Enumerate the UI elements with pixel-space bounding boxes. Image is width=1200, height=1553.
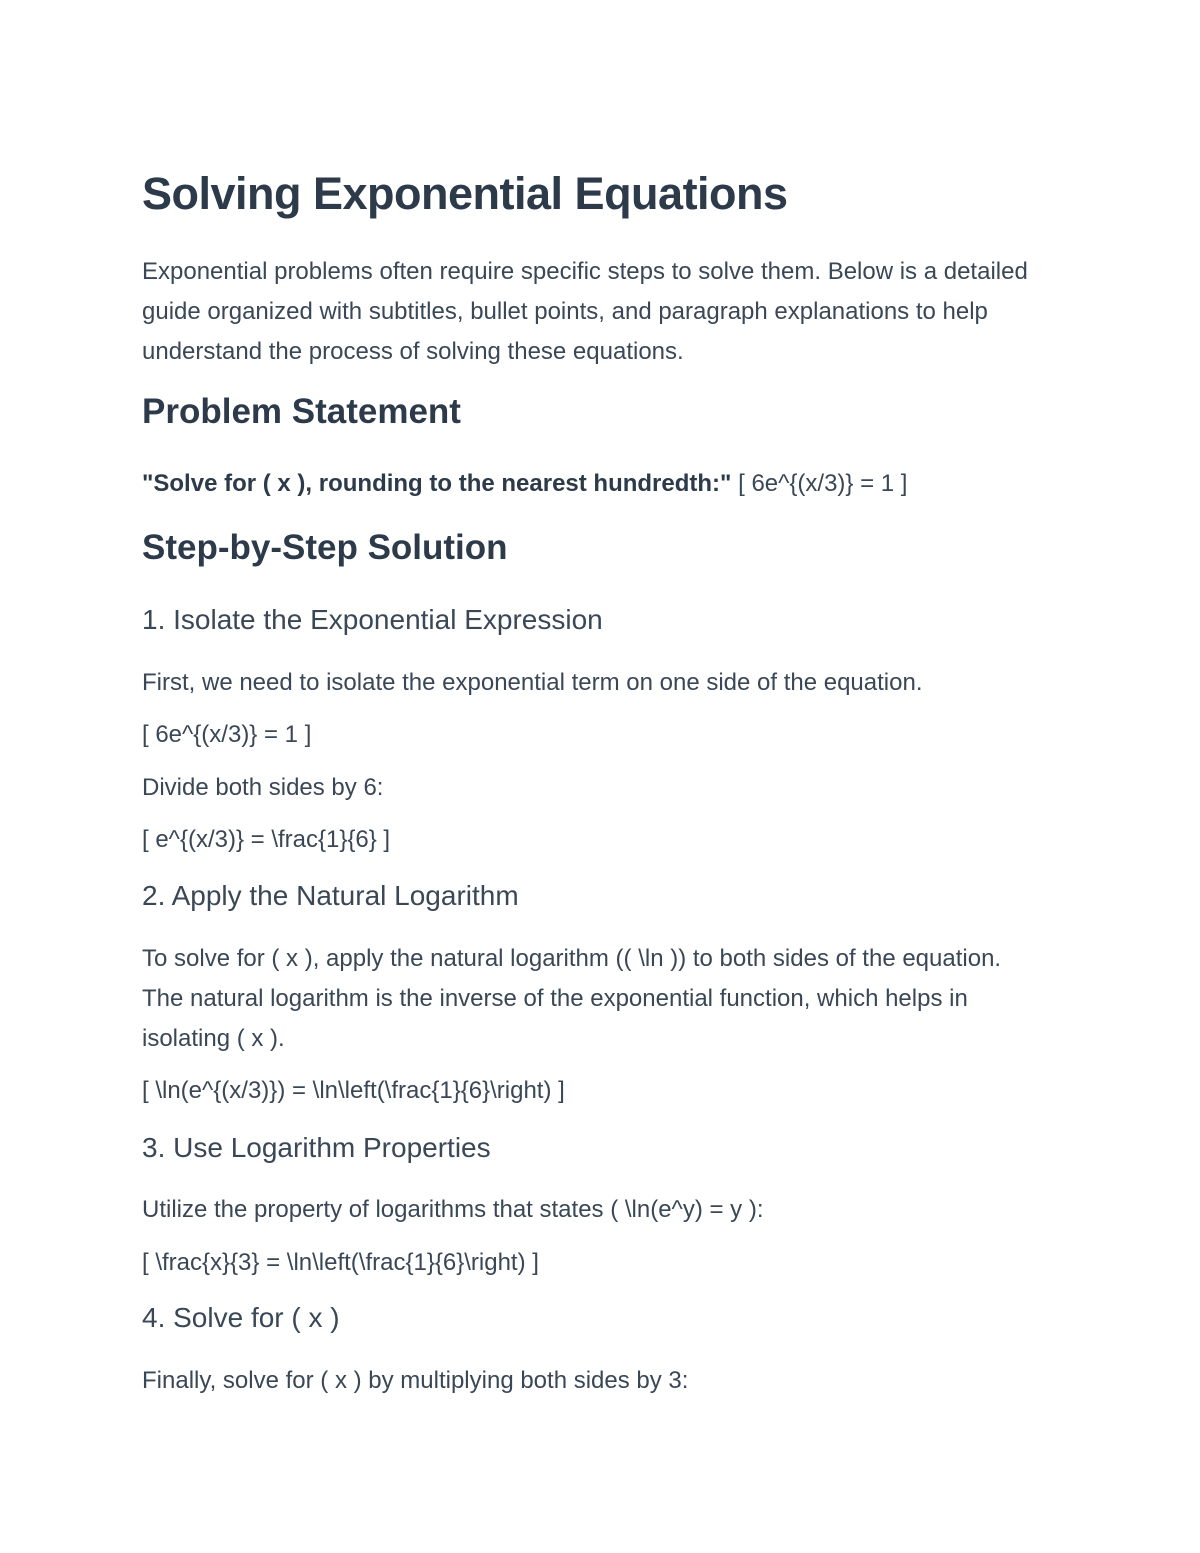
- step2-heading: 2. Apply the Natural Logarithm: [142, 880, 519, 911]
- problem-statement-text: [142, 464, 907, 504]
- step3-heading: 3. Use Logarithm Properties: [142, 1132, 491, 1163]
- step4-text: Finally, solve for ( x ) by multiplying both sides by 3:: [142, 1367, 689, 1394]
- problem-equation: [ 6e^{(x/3)} = 1 ]: [731, 470, 908, 497]
- step1-equation: [ 6e^{(x/3)} = 1 ]: [142, 721, 312, 748]
- step2-equation: [ \ln(e^{(x/3)}) = \ln\left(\frac{1}{6}\right) ]: [142, 1077, 565, 1104]
- step3-equation: [ \frac{x}{3} = \ln\left(\frac{1}{6}\right) ]: [142, 1249, 539, 1276]
- step1-text2: Divide both sides by 6:: [142, 774, 384, 801]
- solution-heading: Step-by-Step Solution: [142, 528, 508, 567]
- problem-statement-heading: Problem Statement: [142, 392, 461, 431]
- step2-text: To solve for ( x ), apply the natural logarithm (( \ln )) to both sides of the equation. The natural logarithm is the inverse of the exponential function, which helps in isolating ( x ).: [142, 945, 1002, 1052]
- page-title: Solving Exponential Equations: [142, 168, 788, 219]
- step1-heading: 1. Isolate the Exponential Expression: [142, 604, 603, 635]
- step4-heading: 4. Solve for ( x ): [142, 1302, 340, 1333]
- intro-paragraph: Exponential problems often require specific steps to solve them. Below is a detailed guide organized with subtitles, bullet points, and paragraph explanations to help understand the process of solving these equations.: [142, 258, 1028, 365]
- step1-equation2: [ e^{(x/3)} = \frac{1}{6} ]: [142, 826, 391, 853]
- step1-text: First, we need to isolate the exponential term on one side of the equation.: [142, 669, 923, 696]
- step3-text: Utilize the property of logarithms that states ( \ln(e^y) = y ):: [142, 1196, 764, 1223]
- problem-statement-bold: "Solve for ( x ), rounding to the nearest hundredth:": [142, 470, 732, 497]
